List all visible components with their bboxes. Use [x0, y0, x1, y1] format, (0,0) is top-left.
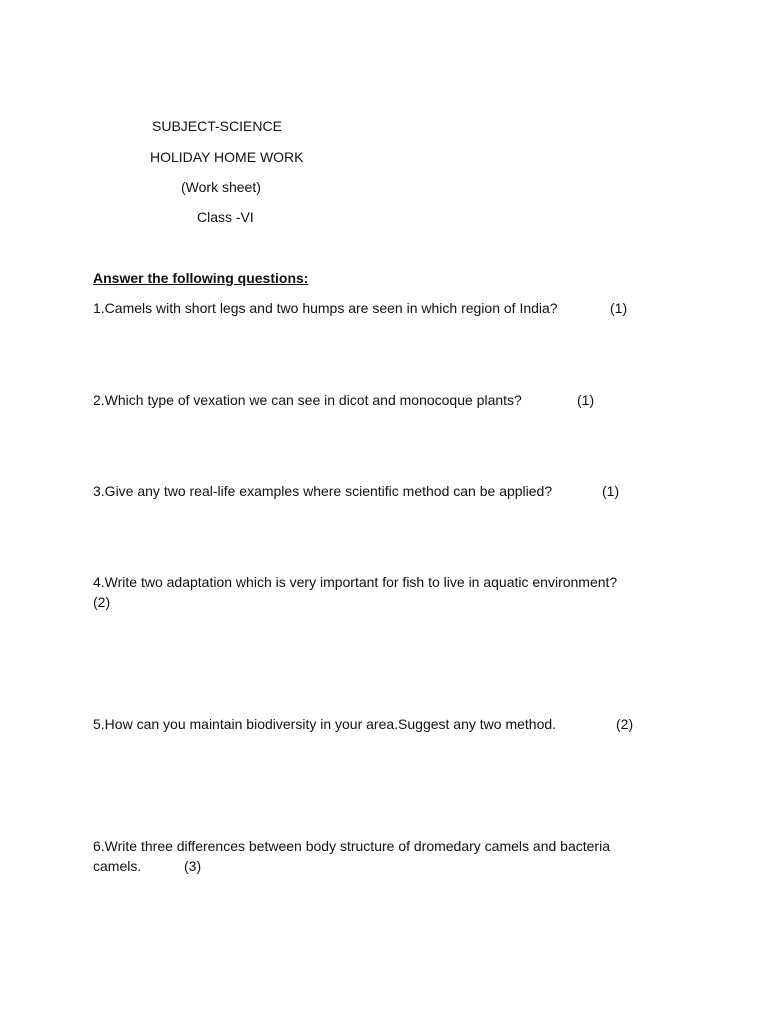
- question-5-marks: (2): [616, 716, 634, 732]
- question-4-text: 4.Write two adaptation which is very important for fish to live in aquatic environment?: [93, 574, 618, 590]
- question-3-marks: (1): [602, 483, 620, 499]
- class-label: Class -VI: [197, 209, 254, 225]
- question-2-marks: (1): [577, 392, 595, 408]
- worksheet-subtitle: (Work sheet): [181, 179, 261, 195]
- subject-heading: SUBJECT-SCIENCE: [152, 118, 282, 134]
- question-6-marks: (3): [184, 858, 202, 874]
- question-2-text: 2.Which type of vexation we can see in dicot and monocoque plants?: [93, 392, 522, 408]
- question-1-marks: (1): [610, 300, 628, 316]
- question-3-text: 3.Give any two real-life examples where scientific method can be applied?: [93, 483, 553, 499]
- question-4-marks: (2): [93, 594, 111, 610]
- question-1-text: 1.Camels with short legs and two humps are seen in which region of India?: [93, 300, 558, 316]
- question-5-text: 5.How can you maintain biodiversity in your area.Suggest any two method.: [93, 716, 557, 732]
- page-title: HOLIDAY HOME WORK: [150, 149, 304, 165]
- instructions-heading: Answer the following questions:: [93, 270, 309, 286]
- question-6-text: 6.Write three differences between body structure of dromedary camels and bacteria: [93, 838, 610, 854]
- question-6-text-continued: camels.: [93, 858, 142, 874]
